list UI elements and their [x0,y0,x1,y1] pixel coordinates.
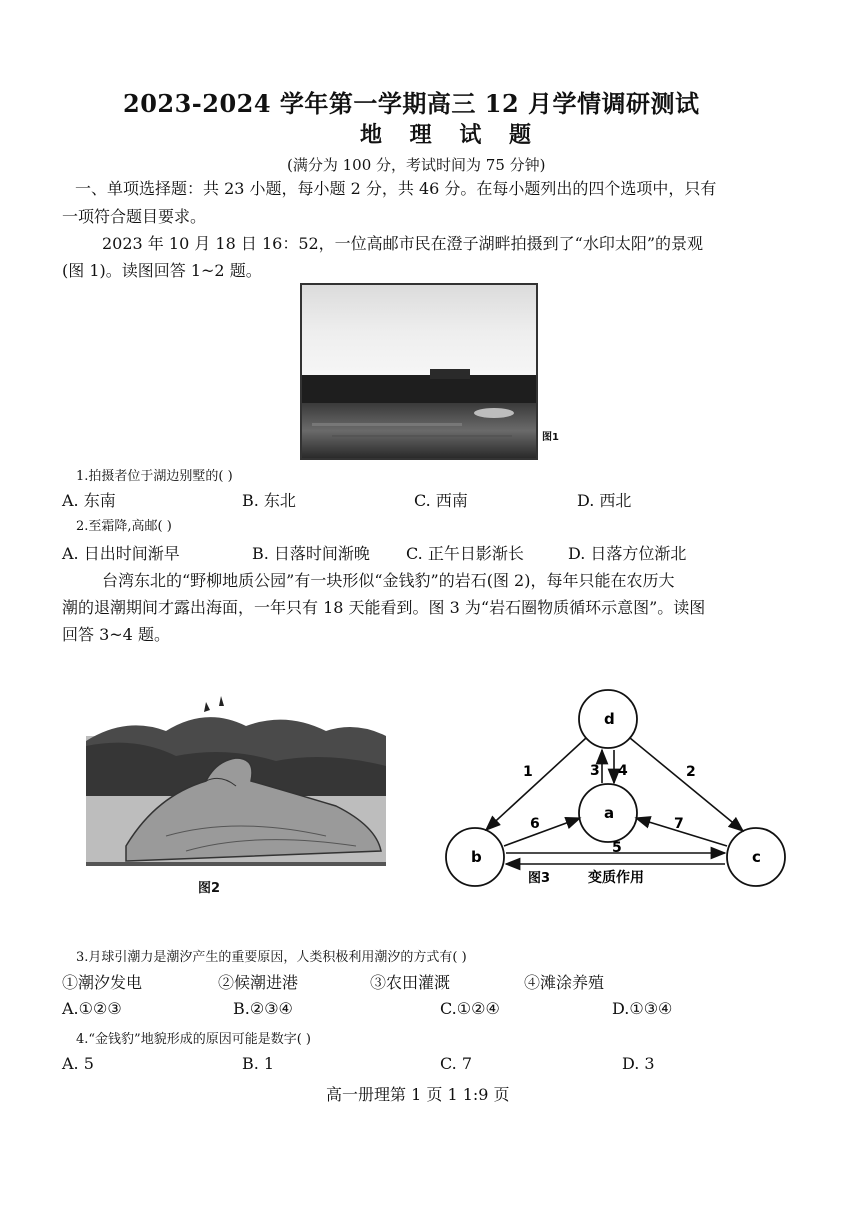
q4-stem: 4.“金钱豹”地貌形成的原因可能是数字( ) [76,1032,311,1047]
q3-item-4: ④滩涂养殖 [524,973,605,992]
arrow-6 [504,818,580,846]
figure3-diagram [438,688,788,888]
exam-note: (满分为 100 分，考试时间为 75 分钟) [287,156,546,174]
passage2-line1: 台湾东北的“野柳地质公园”有一块形似“金钱豹”的岩石(图 2)，每年只能在农历大 [102,571,675,590]
q4-option-d[interactable]: D. 3 [622,1054,655,1073]
q3-option-a[interactable]: A.①②③ [62,999,122,1018]
node-d-label: d [604,710,615,728]
q4-option-c[interactable]: C. 7 [440,1054,473,1073]
q1-option-a[interactable]: A. 东南 [62,491,116,510]
section-intro-line1: 一、单项选择题：共 23 小题，每小题 2 分，共 46 分。在每小题列出的四个选项中，只有 [75,179,717,198]
figure2-label: 图2 [198,881,221,896]
page-footer: 高一册理第 1 页 1 1:9 页 [326,1085,510,1104]
q4-option-a[interactable]: A. 5 [62,1054,94,1073]
q3-item-2: ②候潮进港 [218,973,299,992]
q3-item-3: ③农田灌溉 [370,973,451,992]
q2-option-a[interactable]: A. 日出时间渐早 [62,544,180,563]
arrow-7-label: 7 [674,816,684,832]
arrow-3-label: 3 [590,763,600,779]
q2-option-d[interactable]: D. 日落方位渐北 [568,544,687,563]
exam-title: 2023-2024 学年第一学期高三 12 月学情调研测试 [123,89,700,118]
arrow-2 [630,738,743,831]
arrow-4-label: 4 [618,763,628,779]
figure1-photo [300,283,538,460]
subject-title: 地 理 试 题 [360,122,541,148]
q2-option-b[interactable]: B. 日落时间渐晚 [252,544,370,563]
figure3-label: 图3 [528,871,551,886]
q3-stem: 3.月球引潮力是潮汐产生的重要原因，人类积极利用潮汐的方式有( ) [76,950,467,965]
arrow-2-label: 2 [686,764,696,780]
q2-option-c[interactable]: C. 正午日影渐长 [406,544,524,563]
section-intro-line2: 一项符合题目要求。 [62,207,207,226]
arrow-5-label: 5 [612,840,622,856]
node-c-label: c [752,848,761,866]
q3-option-c[interactable]: C.①②④ [440,999,500,1018]
q4-option-b[interactable]: B. 1 [242,1054,275,1073]
lake-sunset-image [302,285,536,458]
passage2-line3: 回答 3~4 题。 [62,625,170,644]
passage1-line2: (图 1)。读图回答 1~2 题。 [62,261,262,280]
node-b-label: b [471,848,482,866]
arrow-1-label: 1 [523,764,533,780]
passage1-line1: 2023 年 10 月 18 日 16：52，一位高邮市民在澄子湖畔拍摄到了“水印太阳”的景观 [102,234,704,253]
metamorphism-label: 变质作用 [588,870,644,886]
figure1-label: 图1 [542,432,559,443]
arrow-6-label: 6 [530,816,540,832]
q1-option-c[interactable]: C. 西南 [414,491,468,510]
q3-item-1: ①潮汐发电 [62,973,143,992]
q1-option-b[interactable]: B. 东北 [242,491,296,510]
figure2-photo [86,686,386,866]
q1-option-d[interactable]: D. 西北 [577,491,632,510]
q2-stem: 2.至霜降,高邮( ) [76,519,172,534]
leopard-rock-image [86,686,386,866]
q1-stem: 1.拍摄者位于湖边别墅的( ) [76,469,233,484]
node-a-label: a [604,804,615,822]
rock-cycle-svg [438,688,788,888]
passage2-line2: 潮的退潮期间才露出海面，一年只有 18 天能看到。图 3 为“岩石圈物质循环示意图”。读图 [62,598,706,617]
q3-option-d[interactable]: D.①③④ [612,999,673,1018]
q3-option-b[interactable]: B.②③④ [233,999,293,1018]
